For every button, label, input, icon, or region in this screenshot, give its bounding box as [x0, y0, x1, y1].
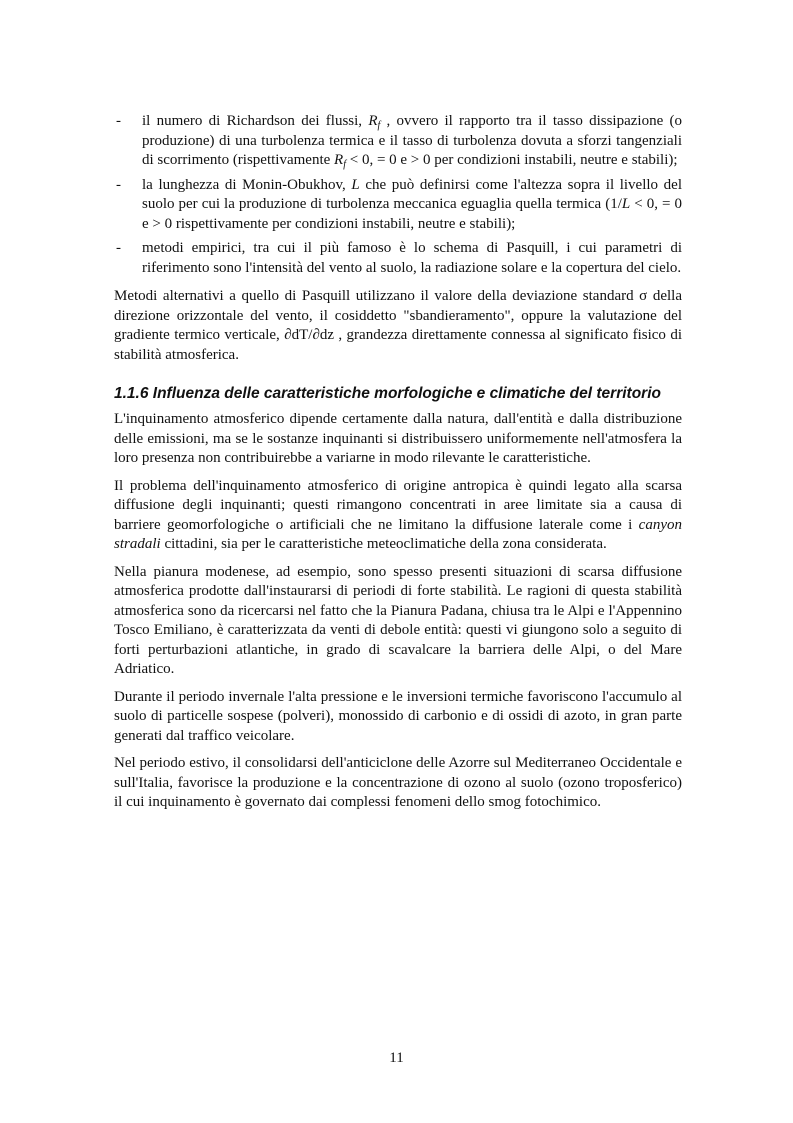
bullet-monin-obukhov — [114, 176, 682, 235]
paragraph — [114, 477, 682, 555]
bullet-text: < 0, = 0 e > 0 rispettivamente per condizioni instabili, neutre e stabili); — [142, 196, 682, 232]
math-var: L — [621, 196, 631, 212]
bullet-dash: - — [116, 240, 121, 256]
math-subscript: f — [377, 120, 381, 131]
paragraph-methods: Metodi alternativi a quello di Pasquill utilizzano il valore della deviazione standard σ della direzione orizzontale del vento, il cosiddetto "sbandieramento", oppure la valutazione del gradiente termico verticale, ∂dT/∂dz , grandezza direttamente connessa al significato fisico di stabilità atmosferica. — [114, 288, 682, 363]
paragraph: Nella pianura modenese, ad esempio, sono spesso presenti situazioni di scarsa diffusione atmosferica prodotte dall'instaurarsi di periodi di forte stabilità. Le ragioni di questa stabilità atmosferica sono da ricercarsi nel fatto che la Pianura Padana, chiusa tra le Alpi e l'Appennino Tosco Emiliano, è caratterizzata da venti di debole entità: questi vi giungono solo a seguito di forti perturbazioni atlantiche, in grado di scavalcare la barriera delle Alpi, o del Mare Adriatico. — [114, 563, 682, 677]
bullet-text: metodi empirici, tra cui il più famoso è lo schema di Pasquill, i cui parametri di riferimento sono l'intensità del vento al suolo, la radiazione solare e la copertura del cielo. — [142, 240, 682, 276]
page-number: 11 — [389, 1050, 404, 1066]
section-heading: 1.1.6 Influenza delle caratteristiche morfologiche e climatiche del territorio — [114, 385, 661, 402]
bullet-richardson — [114, 112, 682, 171]
paragraph: L'inquinamento atmosferico dipende certamente dalla natura, dall'entità e dalla distribuzione delle emissioni, ma se le sostanze inquinanti si distribuissero uniformemente nell'atmosfera la loro presenza non contribuirebbe a variarne in modo rilevante le caratteristiche. — [114, 411, 682, 466]
bullet-text: che può definirsi come l'altezza sopra il livello del suolo per cui la produzione di turbolenza meccanica eguaglia quella termica (1/ — [142, 176, 682, 212]
math-var: R — [334, 152, 344, 168]
bullet-list — [114, 112, 682, 278]
math-var: L — [351, 176, 360, 193]
bullet-empirical — [114, 239, 682, 278]
bullet-text: la lunghezza di Monin-Obukhov, — [142, 176, 352, 193]
page-content — [114, 112, 682, 821]
paragraph: Durante il periodo invernale l'alta pressione e le inversioni termiche favoriscono l'accumulo al suolo di particelle sospese (polveri), monossido di carbonio e di ossidi di azoto, in gran parte generati dal traffico veicolare. — [114, 688, 682, 744]
paragraph: Nel periodo estivo, il consolidarsi dell'anticiclone delle Azorre sul Mediterraneo Occidentale e sull'Italia, favorisce la produzione e la concentrazione di ozono al suolo (ozono troposferico) il cui inquinamento è governato dai complessi fenomeni dello smog fotochimico. — [114, 755, 682, 810]
bullet-text: , ovvero il rapporto tra il tasso dissipazione (o produzione) di una turbolenza termica e il tasso di turbolenza dovuta a sforzi tangenziali di scorrimento (rispettivamente — [142, 113, 682, 168]
math-var: R — [368, 113, 378, 129]
bullet-dash: - — [116, 113, 121, 129]
bullet-text: il numero di Richardson dei flussi, — [142, 113, 369, 129]
paragraph-text: Il problema dell'inquinamento atmosferico di origine antropica è quindi legato alla scarsa diffusione degli inquinanti; questi rimangono concentrati in aree limitate sia a causa di barriere geomorfologiche o artificiali che ne limitano la diffusione laterale come i — [114, 477, 682, 533]
italic-term: canyon stradali — [114, 516, 682, 552]
bullet-text: < 0, = 0 e > 0 per condizioni instabili, neutre e stabili); — [345, 152, 678, 168]
math-subscript: f — [343, 159, 346, 170]
paragraph-text: cittadini, sia per le caratteristiche meteoclimatiche della zona considerata. — [160, 536, 607, 552]
bullet-dash: - — [116, 176, 121, 193]
